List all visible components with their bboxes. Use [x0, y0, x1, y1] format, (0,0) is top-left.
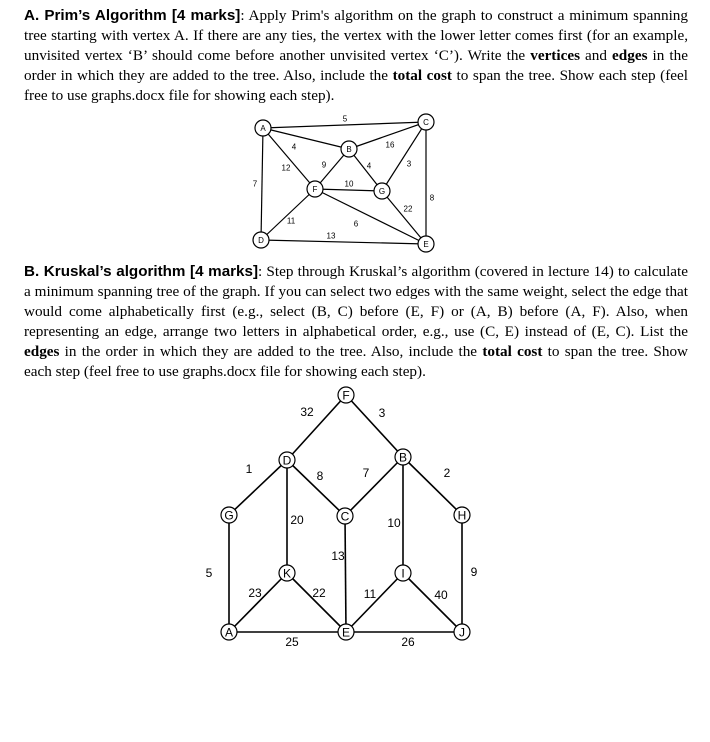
- node-label-B: B: [398, 450, 408, 465]
- edge-weight-B-F: 9: [321, 160, 327, 170]
- edge-weight-K-E: 22: [312, 586, 326, 600]
- node-label-E: E: [423, 240, 429, 249]
- edge-F-D: [287, 395, 346, 460]
- part-a-bold-vertices: vertices: [530, 47, 580, 64]
- edge-K-A: [229, 573, 287, 632]
- node-label-F: F: [342, 388, 350, 403]
- edge-K-E: [287, 573, 346, 632]
- node-label-K: K: [282, 566, 292, 581]
- node-label-A: A: [260, 124, 266, 133]
- part-b-title: B. Kruskal’s algorithm [4 marks]: [24, 263, 258, 280]
- node-label-G: G: [378, 187, 386, 196]
- part-a-bold-total-cost: total cost: [392, 67, 452, 84]
- node-label-J: J: [459, 625, 465, 640]
- part-a-text-2: and: [579, 47, 613, 64]
- edge-B-C: [345, 457, 403, 516]
- edge-weight-B-C: 16: [385, 140, 395, 150]
- edge-weight-A-C: 5: [342, 114, 348, 124]
- node-label-A: A: [224, 625, 234, 640]
- part-a-bold-edges: edges: [612, 47, 648, 64]
- edge-weight-F-D: 11: [286, 216, 296, 226]
- part-a-title: A. Prim’s Algorithm [4 marks]: [24, 7, 241, 24]
- edge-weight-D-C: 8: [316, 469, 324, 483]
- edge-D-G: [229, 460, 287, 515]
- edge-weight-B-G: 4: [366, 161, 372, 171]
- node-label-I: I: [401, 566, 405, 581]
- part-a-text-4: to span the tree. Show each step (feel free to use graphs.docx file for showing each step).: [24, 67, 688, 104]
- edge-F-B: [346, 395, 403, 457]
- edge-weight-I-E: 11: [363, 587, 377, 601]
- edge-weight-C-E: 8: [429, 193, 435, 203]
- node-label-D: D: [258, 236, 264, 245]
- edge-weight-F-E: 6: [353, 219, 359, 229]
- part-b-text-3: to span the tree. Show each step (feel free to use graphs.docx file for showing each step).: [24, 343, 689, 380]
- edge-I-J: [403, 573, 462, 632]
- edge-weight-F-B: 3: [378, 406, 386, 420]
- edge-weight-B-I: 10: [387, 516, 401, 530]
- edge-weight-A-B: 4: [291, 142, 297, 152]
- edge-weight-C-E: 13: [331, 549, 345, 563]
- node-label-B: B: [346, 145, 352, 154]
- edge-C-E: [345, 516, 346, 632]
- edge-weight-E-J: 26: [401, 635, 415, 649]
- part-b-bold-total-cost: total cost: [482, 343, 543, 360]
- node-label-E: E: [341, 625, 351, 640]
- edge-weight-C-G: 3: [406, 159, 412, 169]
- edge-weight-I-J: 40: [434, 588, 448, 602]
- node-label-C: C: [423, 118, 429, 127]
- edge-weight-D-K: 20: [290, 513, 304, 527]
- edge-weight-A-F: 12: [281, 163, 291, 173]
- part-a-text-1: : Apply Prim's algorithm on the graph to construct a minimum spanning tree starting with vertex A. If there are any ties, the vertex with the lower letter comes first (for an example, unvisited vertex ‘B’ should come before another unvisited vertex ‘C’). Write the: [24, 7, 688, 64]
- edge-weight-G-E: 22: [403, 204, 413, 214]
- node-label-C: C: [340, 509, 350, 524]
- part-b-text-1: : Step through Kruskal’s algorithm (covered in lecture 14) to calculate a minimum spanning tree of the graph. If you can select two edges with the same weight, select the edge that would come alphabetically first (e.g., select (B, C) before (E, F) or (A, B) before (A, F). Also, when representing an edge, arrange two letters in alphabetical order, e.g., use (C, E) instead of (E, C). List the: [24, 263, 688, 340]
- edge-weight-G-A: 5: [205, 566, 213, 580]
- edge-weight-A-E: 25: [285, 635, 299, 649]
- edge-I-E: [346, 573, 403, 632]
- edge-weight-D-E: 13: [326, 231, 336, 241]
- edge-B-H: [403, 457, 462, 515]
- edge-weight-A-D: 7: [252, 179, 258, 189]
- node-label-F: F: [312, 185, 318, 194]
- part-b-bold-edges: edges: [24, 343, 60, 360]
- node-label-H: H: [457, 508, 467, 523]
- node-label-D: D: [282, 453, 292, 468]
- edge-weight-H-J: 9: [470, 565, 478, 579]
- edge-weight-K-A: 23: [248, 586, 262, 600]
- part-a-text-3: in the order in which they are added to the tree. Also, include the: [24, 47, 688, 84]
- edge-weight-F-G: 10: [344, 179, 354, 189]
- edge-weight-F-D: 32: [300, 405, 314, 419]
- node-label-G: G: [224, 508, 234, 523]
- edge-weight-D-G: 1: [245, 462, 253, 476]
- edge-weight-B-C: 7: [362, 466, 370, 480]
- edge-weight-B-H: 2: [443, 466, 451, 480]
- part-b-text-2: in the order in which they are added to the tree. Also, include the: [59, 343, 483, 360]
